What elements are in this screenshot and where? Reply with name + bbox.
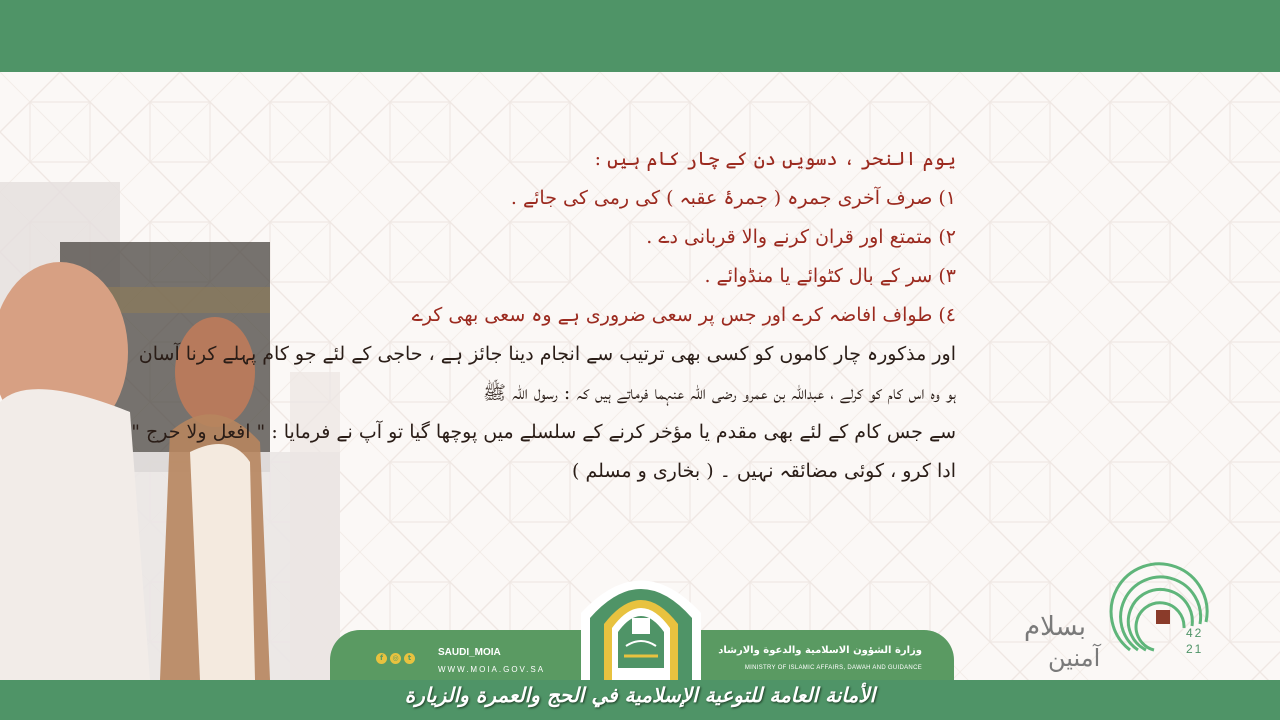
text-line-body-4: ادا کرو ، کوئی مضائقہ نہیں ۔ ( بخاری و مسلم ) xyxy=(572,460,956,482)
text-line-body-3: سے جس کام کے لئے بھی مقدم یا مؤخر کرنے کے سلسلے میں پوچھا گیا تو آپ نے فرمایا : " افعل ولا حرج " xyxy=(131,421,956,443)
ministry-name-arabic: وزارة الشؤون الاسلامية والدعوة والارشاد xyxy=(718,645,922,656)
logo-number-bottom: 21 xyxy=(1186,642,1204,656)
top-bar xyxy=(0,0,1280,72)
text-line-step-4: ٤) طواف افاضہ کرے اور جس پر سعی ضروری ہے وہ سعی بھی کرے xyxy=(411,304,956,326)
ministry-name-english: MINISTRY OF ISLAMIC AFFAIRS, DAWAH AND GUIDANCE xyxy=(744,665,922,671)
website-link[interactable]: WWW.MOIA.GOV.SA xyxy=(438,665,546,674)
social-handle: SAUDI_MOIA xyxy=(438,647,501,658)
text-line-step-1: ۱) صرف آخری جمرہ ( جمرۂ عقبہ ) کی رمی کی جائے . xyxy=(510,187,956,209)
text-line-body-2: ہو وہ اس کام کو کرلے ، عبداللہ بن عمرو رضی اللہ عنہما فرماتے ہیں کہ : رسول اللہ ﷺ xyxy=(483,382,956,404)
instagram-icon[interactable]: ◎ xyxy=(390,653,401,664)
logo-text-line-2: آمنين xyxy=(1048,644,1101,672)
social-icons xyxy=(376,653,415,664)
twitter-icon[interactable]: t xyxy=(404,653,415,664)
ministry-emblem-icon xyxy=(576,558,706,680)
text-line-step-2: ۲) متمتع اور قران کرنے والا قربانی دے . xyxy=(646,226,956,248)
logo-number-top: 42 xyxy=(1186,626,1204,640)
text-line-heading: يوم النحر ، دسویں دن کے چار کام ہیں : xyxy=(594,148,956,170)
logo-text-line-1: بسلام xyxy=(1024,612,1087,642)
footer-title: الأمانة العامة للتوعية الإسلامية في الحج والعمرة والزيارة xyxy=(404,683,876,707)
urdu-text-block xyxy=(131,140,956,560)
facebook-icon[interactable]: f xyxy=(376,653,387,664)
text-line-step-3: ۳) سر کے بال کٹوائے یا منڈوائے . xyxy=(704,265,956,287)
text-line-body-1: اور مذکورہ چار کاموں کو کسی بھی ترتیب سے انجام دینا جائز ہے ، حاجی کے لئے جو کام پہلے کرنا آسان xyxy=(138,343,956,365)
